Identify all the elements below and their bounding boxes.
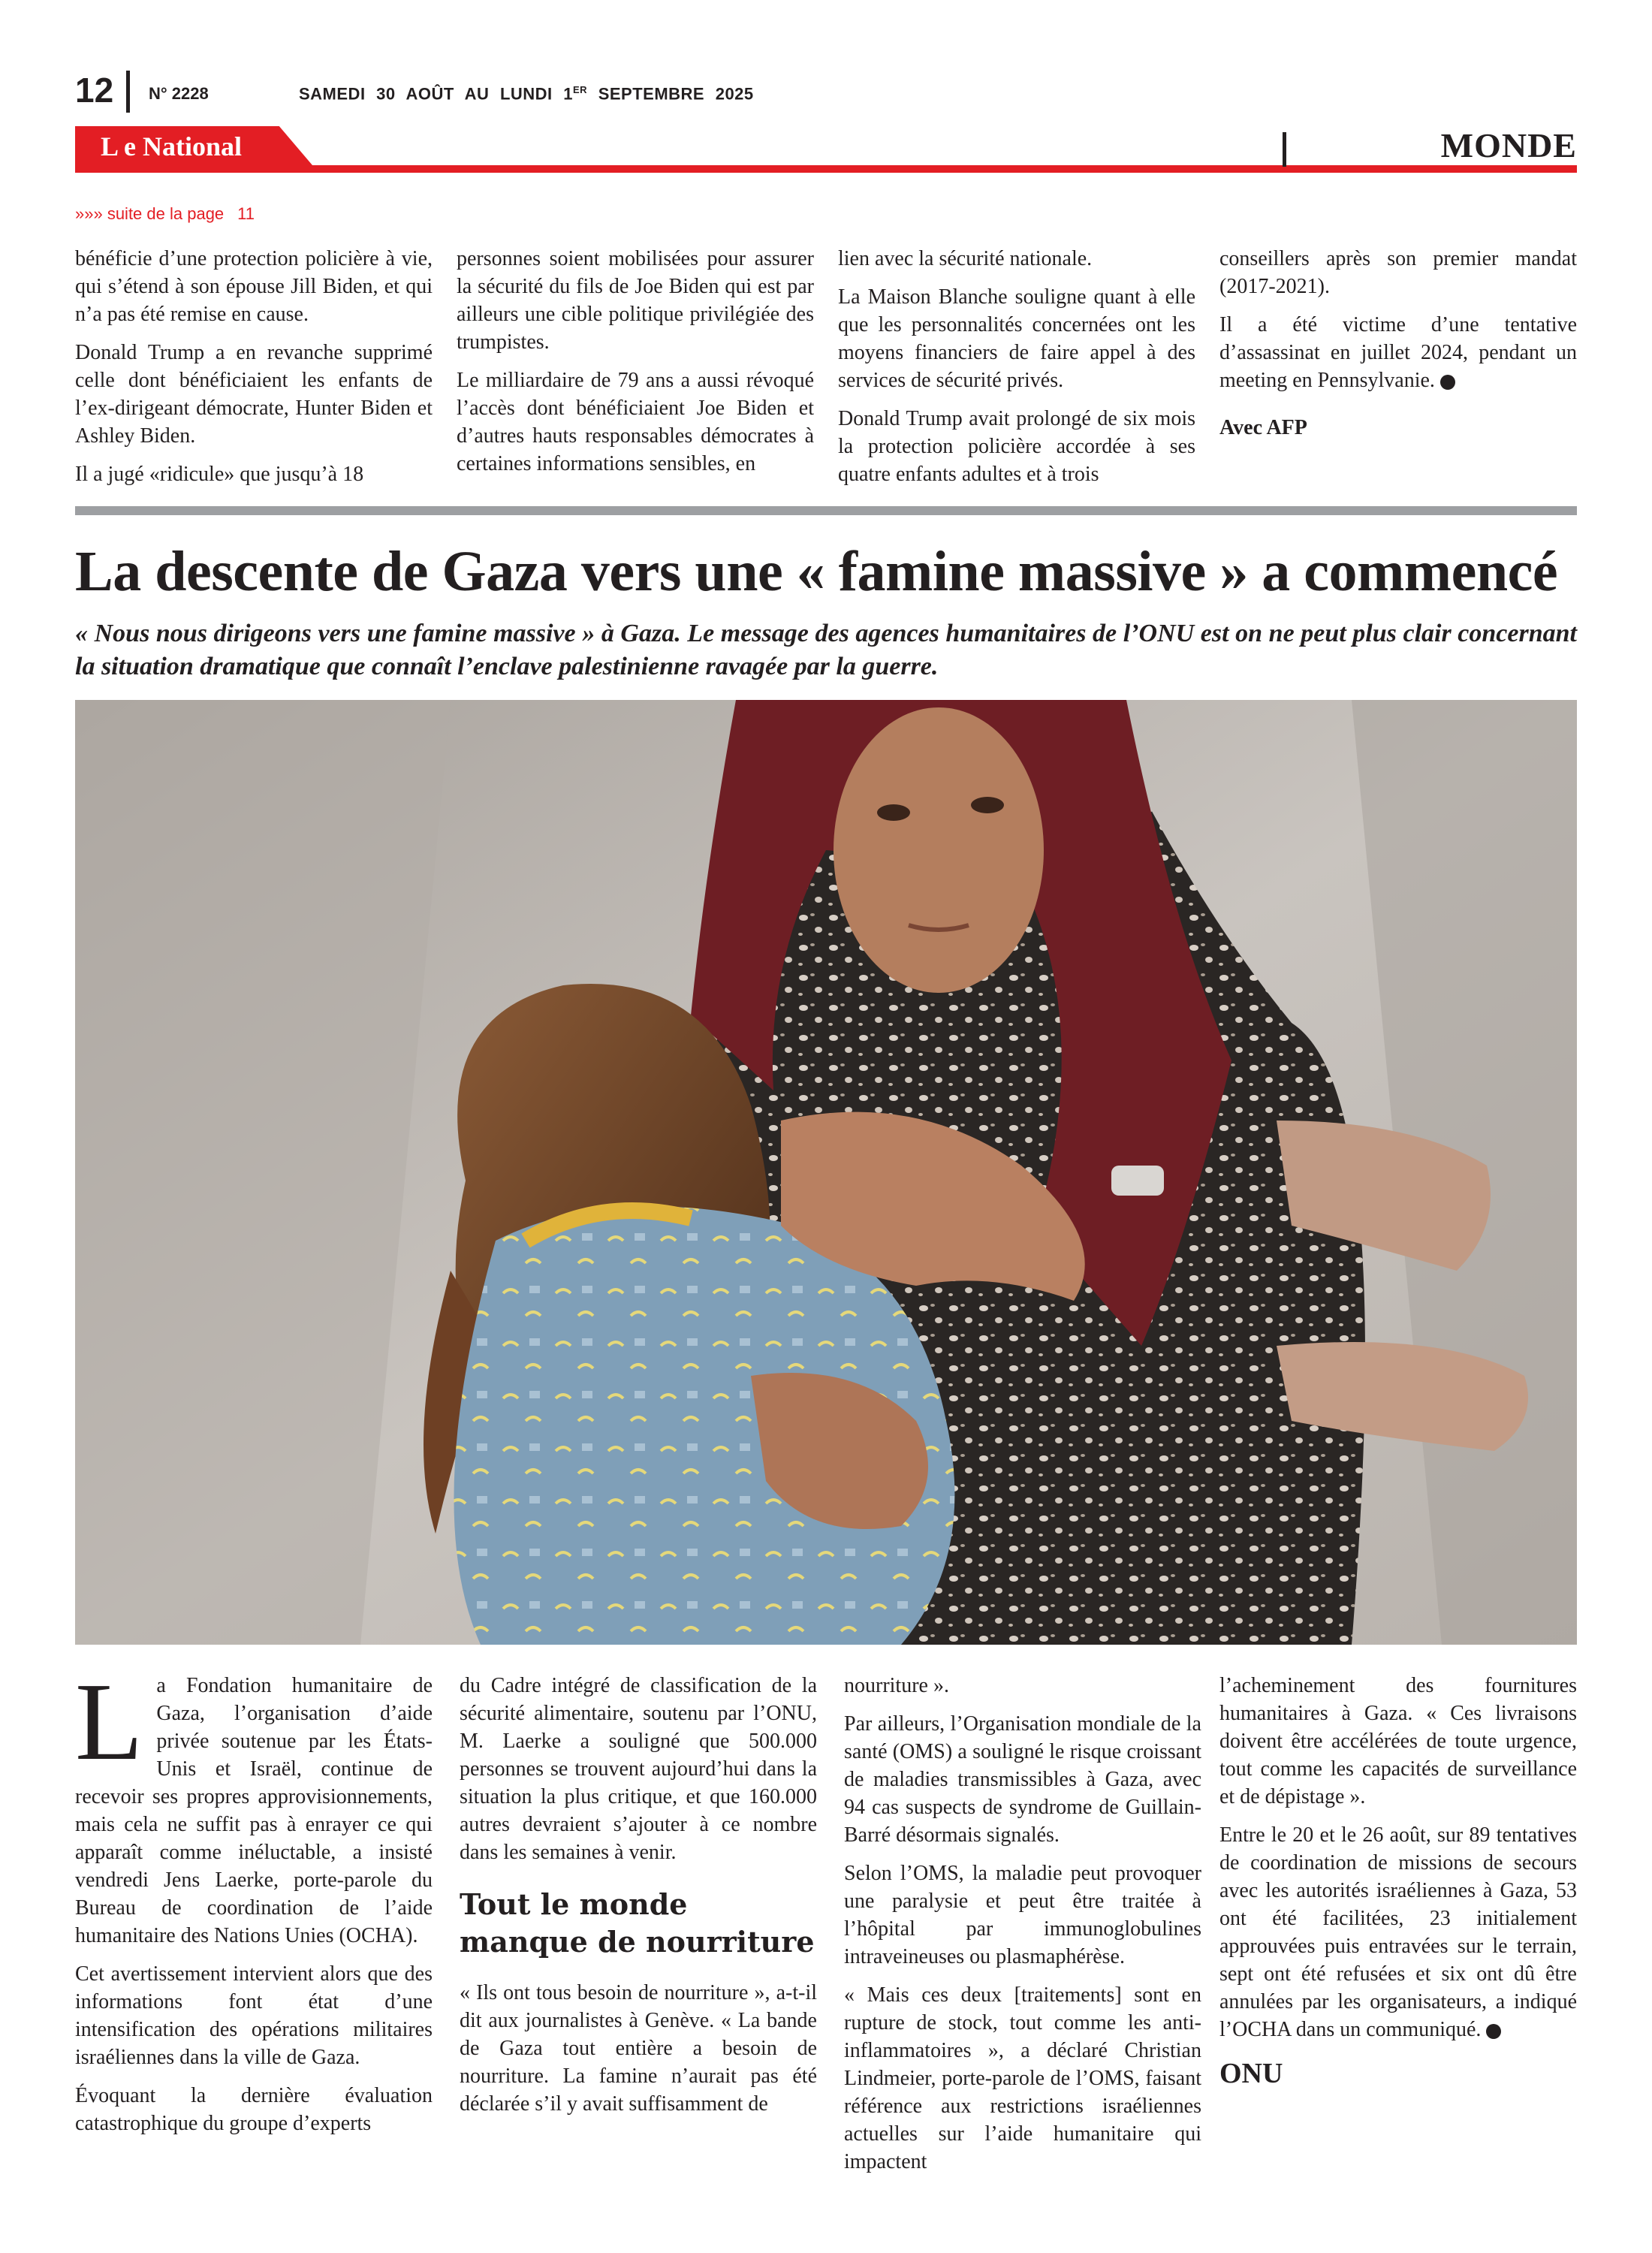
top-article-column-3 — [838, 245, 1195, 499]
section-title: MONDE — [1440, 126, 1577, 164]
paragraph-text: a Fondation humanitaire de Gaza, l’organisation d’aide privée soutenue par les États-Unis et Israël, continue de recevoir ses propres approvisionnements, mais cela ne suffit pas à enrayer ce qui apparaît comme inéluctable, a insisté vendredi Jens Laerke, porte-parole du Bureau de coordination de l’aide humanitaire des Nations Unies (OCHA). — [75, 1674, 433, 1947]
date-text-end: SEPTEMBRE 2025 — [587, 84, 754, 104]
subheading: Tout le monde manque de nourriture — [460, 1887, 815, 1959]
paragraph — [1219, 311, 1577, 394]
section-divider — [1283, 132, 1286, 167]
paragraph: Donald Trump a en revanche supprimé celle dont bénéficiaient les enfants de l’ex-dirigeant démocrate, Hunter Biden et Ashley Biden. — [75, 341, 433, 448]
issue-date — [299, 84, 754, 104]
paragraph: Selon l’OMS, la maladie peut provoquer une paralysie et peut être traitée à l’hôpital par immunoglobulines intraveineuses ou plasmaphérèse. — [844, 1862, 1201, 1968]
paragraph: nourriture ». — [844, 1674, 949, 1697]
header-rule — [75, 165, 1577, 173]
paragraph: du Cadre intégré de classification de la sécurité alimentaire, soutenu par l’ONU, M. Laerke a souligné que 500.000 personnes se trouvent aujourd’hui dans la situation la plus critique, et que 160.000 autres devraient s’ajouter à ce nombre dans les semaines à venir. — [460, 1674, 817, 1864]
article-photo — [75, 700, 1577, 1645]
paragraph: Donald Trump avait prolongé de six mois la protection policière accordée à ses quatre enfants adultes et à trois — [838, 407, 1195, 486]
main-article-column-3 — [844, 1672, 1201, 2186]
article-signature: ONU — [1219, 2058, 1283, 2089]
top-article-column-1 — [75, 245, 433, 499]
article-signature: Avec AFP — [1219, 416, 1307, 439]
paragraph: « Ils ont tous besoin de nourriture », a-t-il dit aux journalistes à Genève. « La bande de Gaza tout entière a besoin de nourriture. La famine n’aurait pas été déclarée s’il y avait suffisamment de — [460, 1981, 817, 2116]
article-deck: « Nous nous dirigeons vers une famine massive » à Gaza. Le message des agences humanitaires de l’ONU est on ne peut plus clair concernant la situation dramatique que connaît l’enclave palestinienne ravagée par la guerre. — [75, 620, 1577, 680]
continued-from — [75, 204, 255, 224]
page-number-divider — [126, 71, 130, 113]
main-article-column-1 — [75, 1660, 433, 2148]
top-article-column-4 — [1219, 245, 1577, 452]
paragraph: lien avec la sécurité nationale. — [838, 247, 1093, 270]
main-article-column-2 — [460, 1672, 817, 2128]
paragraph: Le milliardaire de 79 ans a aussi révoqué l’accès dont bénéficiaient Joe Biden et d’autres hauts responsables démocrates à certaines informations sensibles, en — [457, 369, 814, 475]
paragraph: personnes soient mobilisées pour assurer la sécurité du fils de Joe Biden qui est par ailleurs une cible politique privilégiée des trumpistes. — [457, 247, 814, 354]
photo-illustration — [75, 700, 1577, 1645]
end-mark-icon — [1440, 375, 1455, 390]
paragraph — [1219, 1821, 1577, 2043]
main-article-column-4 — [1219, 1672, 1577, 2088]
paragraph: « Mais ces deux [traitements] sont en rupture de stock, tout comme les anti-inflammatoires », a déclaré Christian Lindmeier, porte-parole de l’OMS, faisant référence aux restrictions israéliennes actuelles sur l’aide humanitaire qui impactent — [844, 1983, 1201, 2173]
paragraph: Évoquant la dernière évaluation catastrophique du groupe d’experts — [75, 2084, 433, 2135]
paragraph: l’acheminement des fournitures humanitaires à Gaza. « Ces livraisons doivent être accélérées de toute urgence, tout comme les capacités de surveillance et de dépistage ». — [1219, 1674, 1577, 1808]
paragraph-text: Il a été victime d’une tentative d’assassinat en juillet 2024, pendant un meeting en Pennsylvanie. — [1219, 313, 1577, 392]
date-text: SAMEDI 30 AOÛT AU LUNDI 1 — [299, 84, 574, 104]
date-superscript: ER — [573, 84, 588, 95]
paragraph: Il a jugé «ridicule» que jusqu’à 18 — [75, 463, 364, 486]
drop-cap: L — [75, 1660, 143, 1784]
page-number: 12 — [75, 71, 114, 110]
paragraph: conseillers après son premier mandat (2017-2021). — [1219, 247, 1577, 298]
paragraph-text: Entre le 20 et le 26 août, sur 89 tentatives de coordination de missions de secours avec les autorités israéliennes à Gaza, 53 ont été facilitées, 23 initialement approuvées puis entravées sur le terrain, sept ont été refusées et six ont dû être annulées par les organisateurs, a indiqué l’OCHA dans un communiqué. — [1219, 1823, 1577, 2041]
paragraph: Par ailleurs, l’Organisation mondiale de la santé (OMS) a souligné le risque croissant de maladies transmissibles à Gaza, avec 94 cas suspects de syndrome de Guillain-Barré désormais signalés. — [844, 1712, 1201, 1847]
issue-number: N° 2228 — [149, 84, 209, 103]
continued-page: 11 — [237, 204, 255, 223]
end-mark-icon — [1486, 2024, 1501, 2039]
brand-logo: L e National — [101, 131, 243, 161]
lead-paragraph — [75, 1660, 433, 1950]
top-article-column-2 — [457, 245, 814, 488]
paragraph: La Maison Blanche souligne quant à elle que les personnalités concernées ont les moyens financiers de faire appel à des services de sécurité privés. — [838, 285, 1195, 392]
article-separator — [75, 506, 1577, 515]
paragraph: bénéficie d’une protection policière à vie, qui s’étend à son épouse Jill Biden, et qui n’a pas été remise en cause. — [75, 247, 433, 326]
continued-label: »»» suite de la page — [75, 204, 225, 223]
headline: La descente de Gaza vers une « famine massive » a commencé — [75, 540, 1558, 603]
paragraph: Cet avertissement intervient alors que des informations font état d’une intensification des opérations militaires israéliennes dans la ville de Gaza. — [75, 1962, 433, 2069]
